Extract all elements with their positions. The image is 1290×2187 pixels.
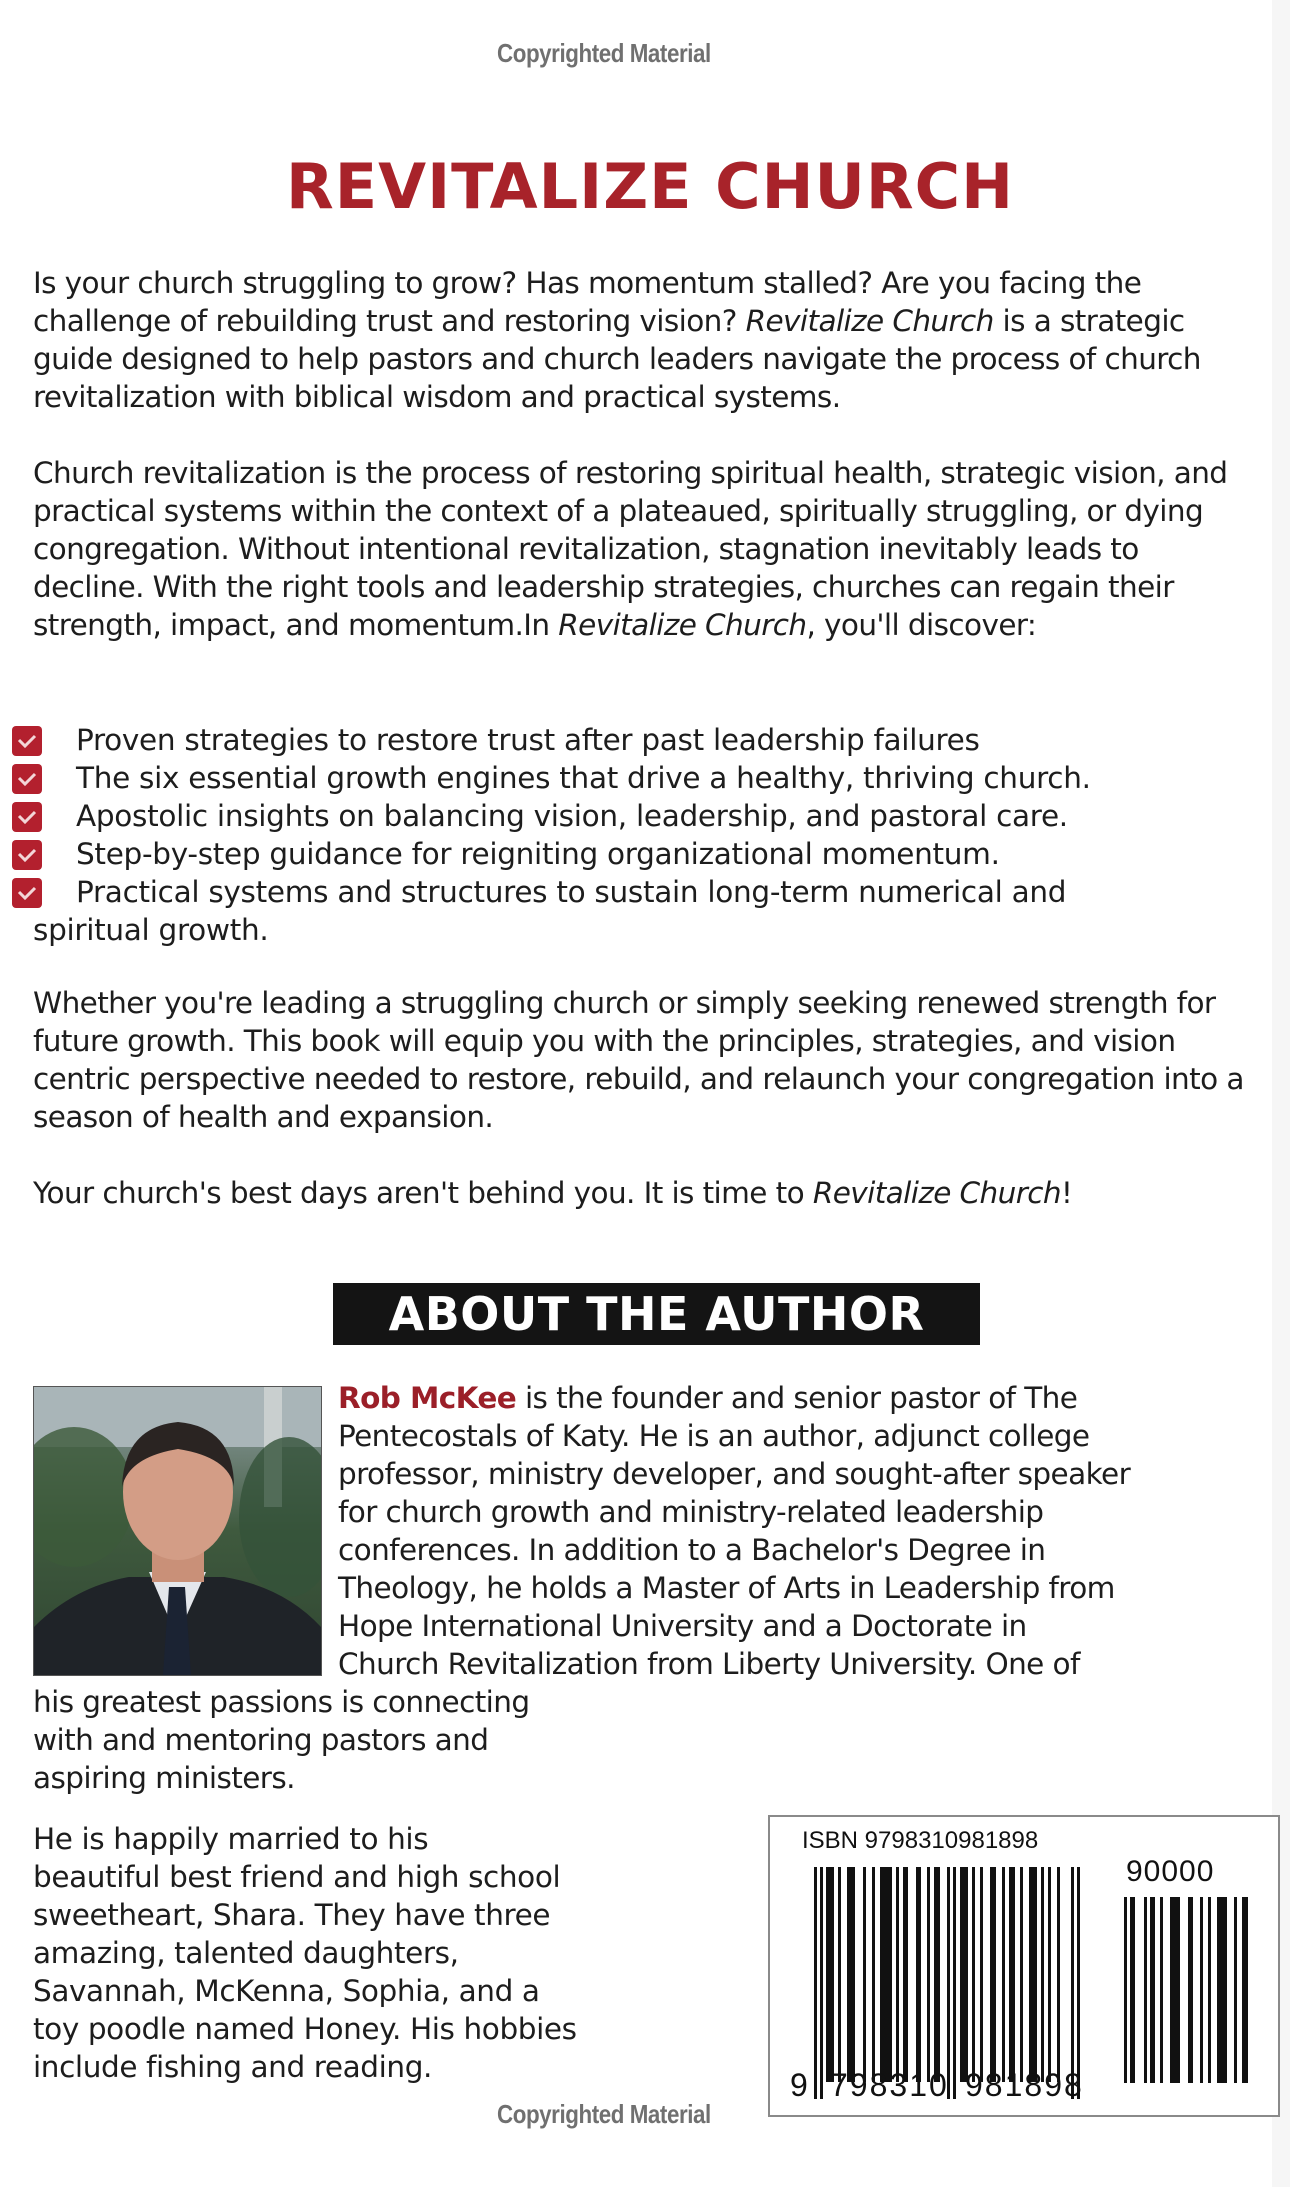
list-item-continuation: spiritual growth.	[33, 913, 269, 947]
author-name: Rob McKee	[338, 1381, 517, 1415]
description-paragraph-2: Church revitalization is the process of restoring spiritual health, strategic vision, and practical systems within the context of a plateaued, spiritually struggling, or dying congregation. Without intentional revitalization, stagnation inevitably leads to decline. With the right tools and leadership strategies, churches can regain their strength, impact, and momentum.In Revitalize Church, you'll discover:	[33, 456, 1228, 642]
about-author-heading: ABOUT THE AUTHOR	[333, 1283, 980, 1345]
description-paragraph-3: Whether you're leading a struggling church or simply seeking renewed strength for future growth. This book will equip you with the principles, strategies, and vision centric perspective needed to restore, rebuild, and relaunch your congregation into a season of health and expansion.	[33, 986, 1244, 1134]
checkbox-checked-icon	[12, 802, 42, 832]
author-photo	[33, 1386, 322, 1676]
author-personal-bio: He is happily married to his beautiful best friend and high school sweetheart, Shara. They have three amazing, talented daughters, Savannah, McKenna, Sophia, and a toy poodle named Honey. His hobbies include fishing and reading.	[33, 1822, 577, 2084]
list-item: Step-by-step guidance for reigniting organizational momentum.	[0, 835, 1250, 873]
author-bio-main: Rob McKee is the founder and senior pastor of The Pentecostals of Katy. He is an author, adjunct college professor, ministry developer, and sought-after speaker for church growth and ministry-related leadership conferences. In addition to a Bachelor's Degree in Theology, he holds a Master of Arts in Leadership from Hope International University and a Doctorate in Church Revitalization from Liberty University. One of	[338, 1381, 1131, 1681]
checkbox-checked-icon	[12, 878, 42, 908]
list-item: Practical systems and structures to sustain long-term numerical and	[0, 873, 1250, 911]
isbn-barcode: ISBN 9798310981898 90000 9 798310 981898	[768, 1815, 1280, 2117]
book-title-italic: Revitalize Church	[558, 608, 807, 642]
discover-list	[0, 721, 1250, 949]
copyright-watermark-top: Copyrighted Material	[497, 38, 711, 68]
book-title: REVITALIZE CHURCH	[286, 150, 1014, 223]
addon-bars-icon	[1122, 1897, 1262, 2087]
list-item: Proven strategies to restore trust after past leadership failures	[0, 721, 1250, 759]
description-paragraph-1: Is your church struggling to grow? Has momentum stalled? Are you facing the challenge of rebuilding trust and restoring vision? Revitalize Church is a strategic guide designed to help pastors and church leaders navigate the process of church revitalization with biblical wisdom and practical systems.	[33, 266, 1201, 414]
closing-line: Your church's best days aren't behind you. It is time to Revitalize Church!	[33, 1176, 1073, 1210]
checkbox-checked-icon	[12, 840, 42, 870]
book-title-italic: Revitalize Church	[812, 1176, 1061, 1210]
author-bio-continued: his greatest passions is connecting with and mentoring pastors and aspiring ministers.	[33, 1685, 530, 1795]
checkbox-checked-icon	[12, 764, 42, 794]
list-item: Apostolic insights on balancing vision, leadership, and pastoral care.	[0, 797, 1250, 835]
checkbox-checked-icon	[12, 726, 42, 756]
book-title-italic: Revitalize Church	[745, 304, 994, 338]
copyright-watermark-bottom: Copyrighted Material	[497, 2099, 711, 2129]
price-addon-label: 90000	[1126, 1855, 1215, 1888]
list-item: The six essential growth engines that drive a healthy, thriving church.	[0, 759, 1250, 797]
isbn-label: ISBN 9798310981898	[802, 1827, 1039, 1854]
